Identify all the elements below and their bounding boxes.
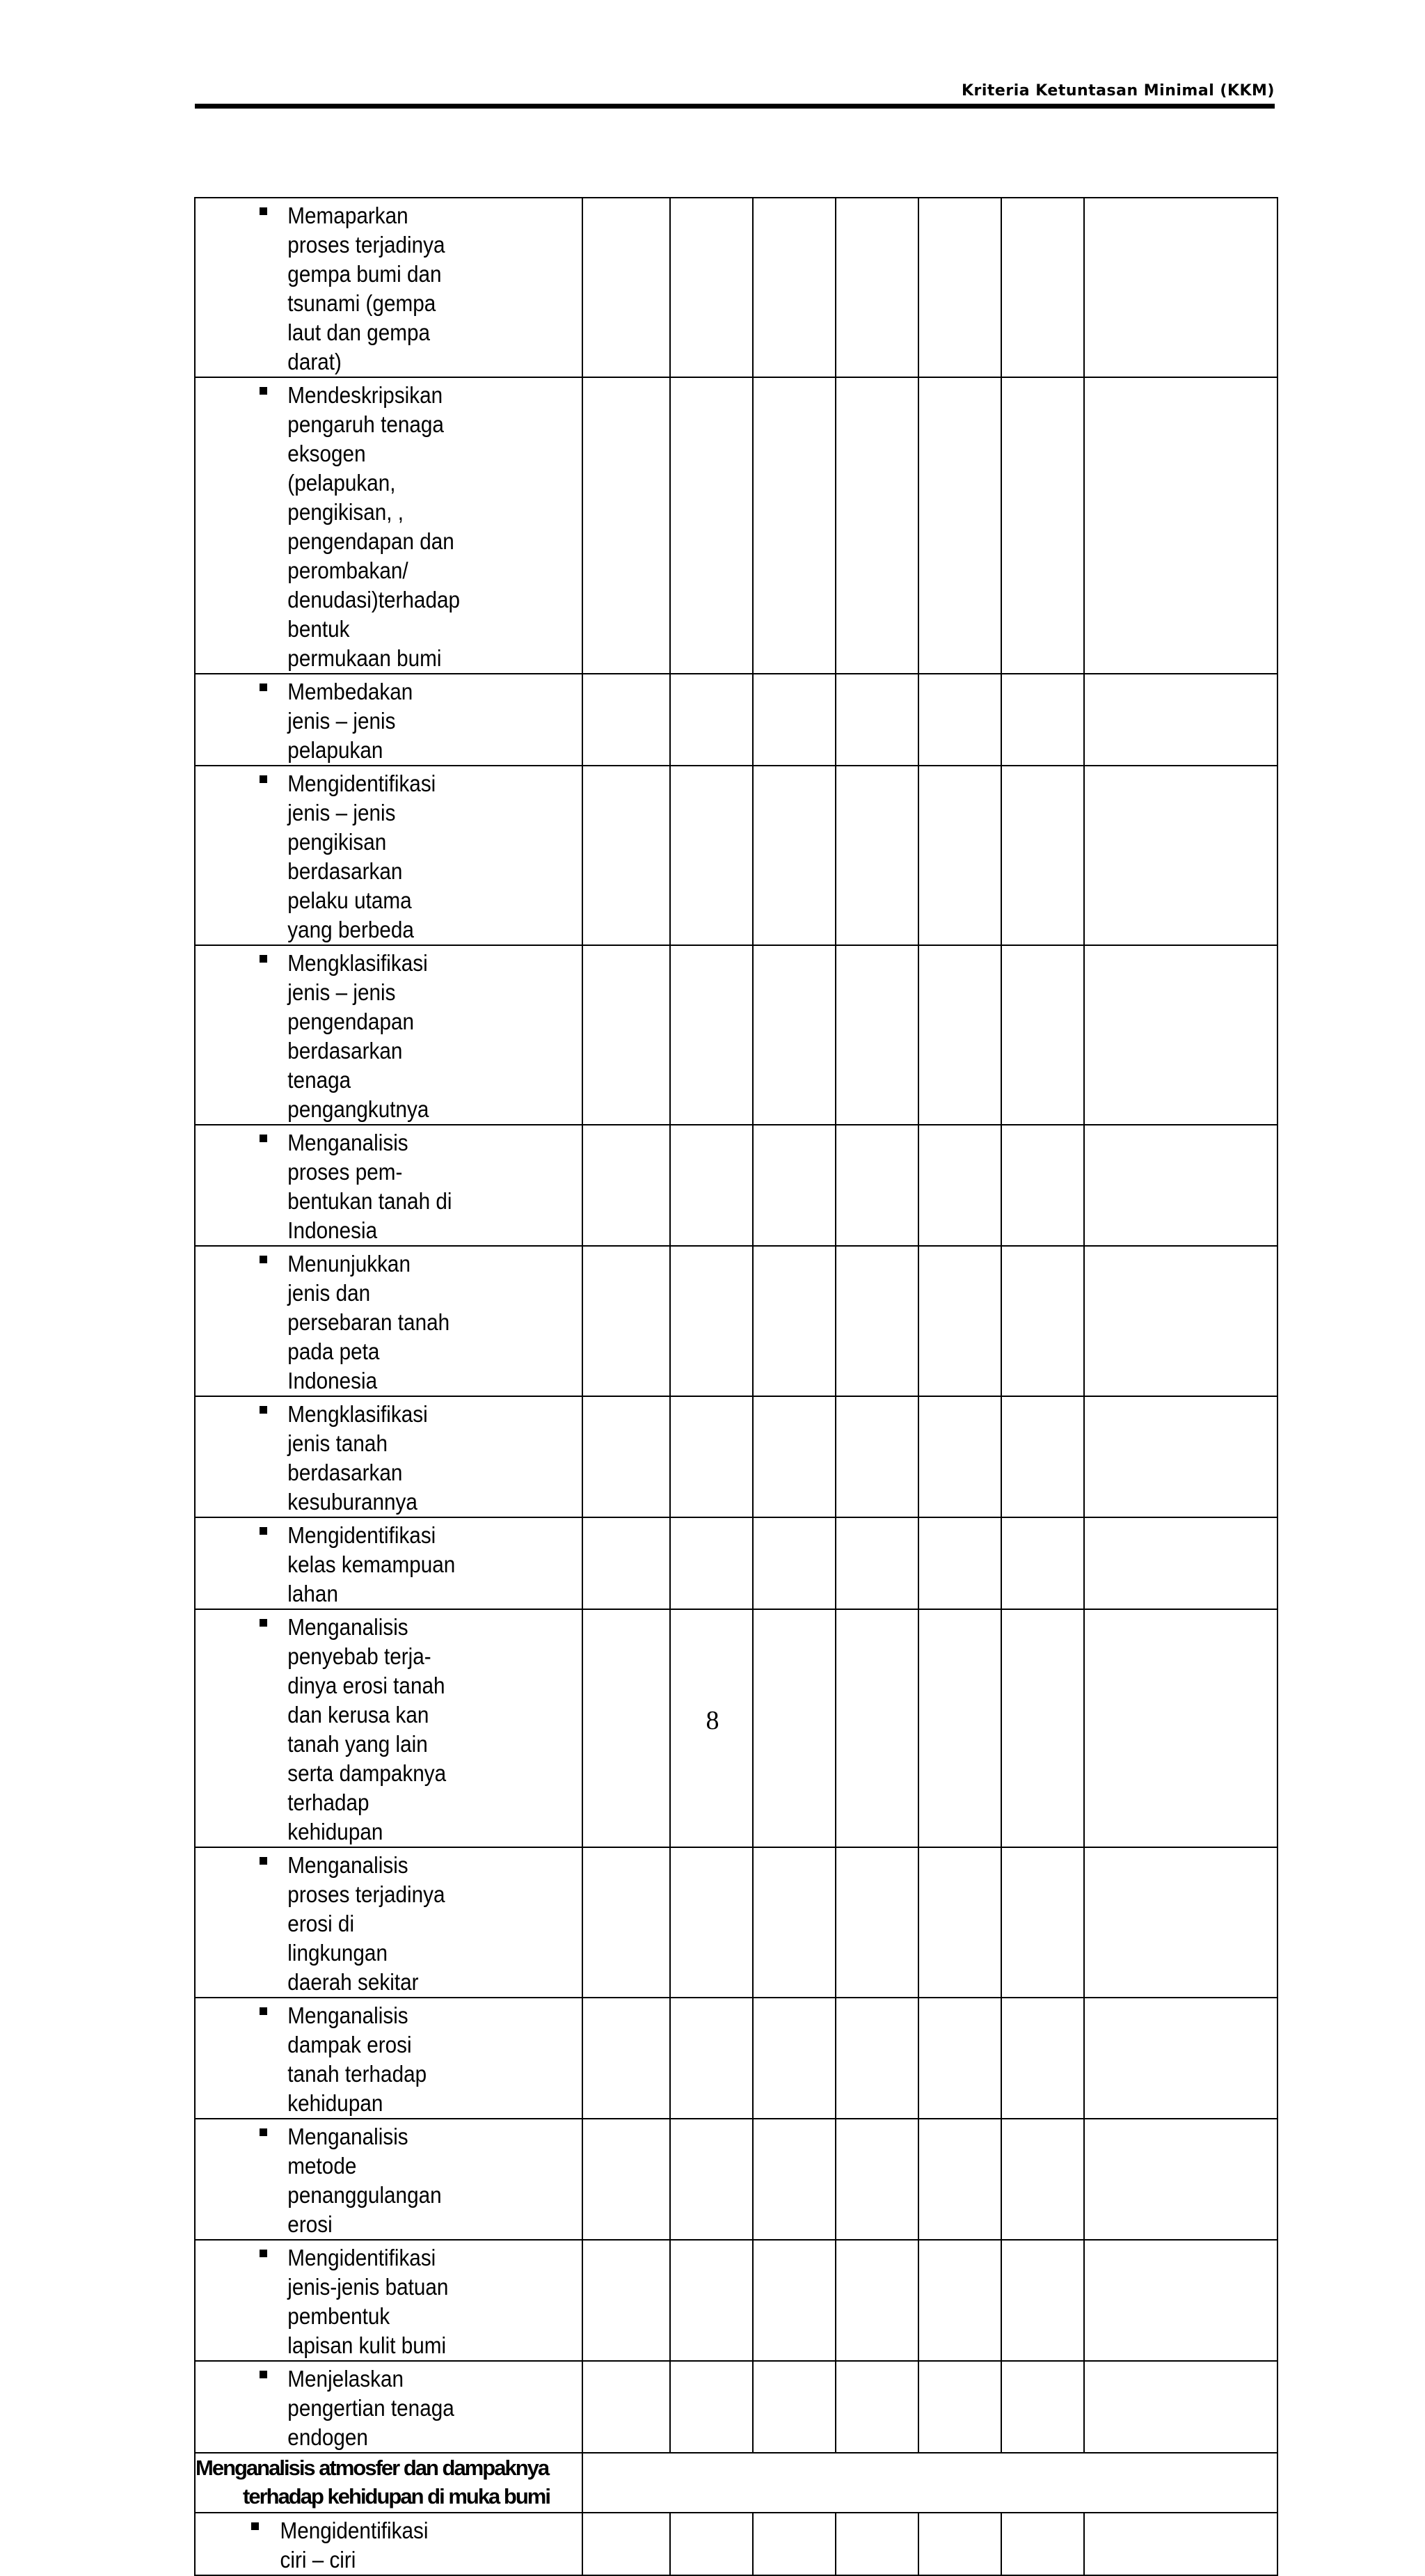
empty-score-cell [582, 766, 670, 945]
empty-score-cell [753, 198, 836, 377]
empty-score-cell [918, 1396, 1001, 1517]
empty-score-cell [918, 1998, 1001, 2119]
empty-score-cell [836, 1246, 918, 1396]
empty-score-cell [836, 1125, 918, 1246]
empty-score-cell [670, 945, 753, 1125]
empty-score-cell [918, 2361, 1001, 2453]
empty-score-cell [753, 1847, 836, 1998]
empty-score-cell [836, 1396, 918, 1517]
empty-score-cell [582, 674, 670, 766]
indicator-cell [195, 2119, 582, 2240]
empty-score-cell [582, 2240, 670, 2361]
kkm-table [194, 197, 1278, 2576]
indicator-cell [195, 766, 582, 945]
table-section-row [195, 2453, 1277, 2513]
empty-score-cell [670, 1246, 753, 1396]
empty-score-cell [1001, 1847, 1084, 1998]
empty-score-cell [836, 377, 918, 674]
empty-score-cell [1084, 1517, 1277, 1609]
empty-score-cell [582, 945, 670, 1125]
indicator-text: Menganalisis dampak erosi tanah terhadap kehidupan [287, 2002, 427, 2116]
empty-score-cell [1001, 945, 1084, 1125]
empty-score-cell [918, 2119, 1001, 2240]
indicator-text: Mengklasifikasi jenis tanah berdasarkan kesuburannya [287, 1401, 428, 1515]
indicator-cell [195, 2240, 582, 2361]
empty-score-cell [1001, 1125, 1084, 1246]
empty-score-cell [582, 2119, 670, 2240]
empty-score-cell [1084, 1998, 1277, 2119]
empty-score-cell [1084, 1246, 1277, 1396]
empty-score-cell [670, 2361, 753, 2453]
table-row [195, 674, 1277, 766]
empty-score-cell [1084, 377, 1277, 674]
empty-score-cell [582, 2361, 670, 2453]
empty-score-cell [582, 198, 670, 377]
empty-score-cell [670, 2240, 753, 2361]
table-row [195, 1396, 1277, 1517]
empty-score-cell [670, 198, 753, 377]
empty-score-cell [1084, 2119, 1277, 2240]
empty-score-cell [670, 2119, 753, 2240]
table-row [195, 1125, 1277, 1246]
indicator-cell [195, 1998, 582, 2119]
empty-score-cell [1001, 674, 1084, 766]
indicator-text: Mengklasifikasi jenis – jenis pengendapan berdasarkan tenaga pengangkutnya [287, 950, 429, 1122]
empty-score-cell [836, 1517, 918, 1609]
empty-score-cell [753, 2119, 836, 2240]
section-heading-line1: Menganalisis atmosfer dan dampaknya [196, 2456, 549, 2480]
empty-score-cell [670, 674, 753, 766]
indicator-text: Menganalisis metode penanggulangan erosi [287, 2124, 442, 2237]
empty-score-cell [582, 1396, 670, 1517]
section-heading-line2: terhadap kehidupan di muka bumi [243, 2484, 550, 2508]
indicator-cell [195, 1847, 582, 1998]
empty-score-cell [582, 1125, 670, 1246]
empty-score-cell [1001, 2240, 1084, 2361]
empty-score-cell [1084, 1847, 1277, 1998]
table-row [195, 1517, 1277, 1609]
indicator-cell [195, 2361, 582, 2453]
empty-score-cell [582, 1847, 670, 1998]
empty-score-cell [918, 1125, 1001, 1246]
empty-score-cell [582, 377, 670, 674]
empty-score-cell [1084, 2513, 1277, 2575]
indicator-cell [195, 1246, 582, 1396]
table-row [195, 2119, 1277, 2240]
empty-score-cell [1084, 945, 1277, 1125]
empty-score-cell [1001, 1396, 1084, 1517]
empty-score-cell [1084, 1125, 1277, 1246]
empty-score-cell [670, 766, 753, 945]
indicator-text: Memaparkan proses terjadinya gempa bumi dan tsunami (gempa laut dan gempa darat) [287, 203, 445, 374]
empty-score-cell [918, 1847, 1001, 1998]
empty-score-cell [1001, 1517, 1084, 1609]
section-heading-cell [195, 2453, 582, 2513]
table-row [195, 1998, 1277, 2119]
empty-score-cell [918, 2240, 1001, 2361]
empty-score-cell [918, 766, 1001, 945]
indicator-text: Membedakan jenis – jenis pelapukan [287, 679, 413, 763]
empty-score-cell [670, 1125, 753, 1246]
empty-score-cell [836, 1998, 918, 2119]
empty-score-cell [836, 945, 918, 1125]
indicator-text: Mengidentifikasi jenis-jenis batuan pembentuk lapisan kulit bumi [287, 2245, 449, 2358]
empty-score-cell [753, 2513, 836, 2575]
empty-score-cell [753, 2240, 836, 2361]
empty-score-cell [1084, 198, 1277, 377]
table-row [195, 198, 1277, 377]
empty-score-cell [670, 1998, 753, 2119]
empty-score-cell [753, 1246, 836, 1396]
indicator-text: Menganalisis proses terjadinya erosi di lingkungan daerah sekitar [287, 1852, 445, 1995]
table-row [195, 1847, 1277, 1998]
header-rule [195, 104, 1275, 109]
empty-merged-cell [582, 2453, 1277, 2513]
table-row [195, 2513, 1277, 2575]
empty-score-cell [836, 198, 918, 377]
empty-score-cell [1001, 1998, 1084, 2119]
indicator-text: Mengidentifikasi ciri – ciri [280, 2518, 429, 2573]
empty-score-cell [836, 1847, 918, 1998]
indicator-cell [195, 2513, 582, 2575]
empty-score-cell [1001, 198, 1084, 377]
empty-score-cell [1001, 377, 1084, 674]
kkm-table-body [195, 198, 1277, 2575]
indicator-cell [195, 1517, 582, 1609]
indicator-text: Menunjukkan jenis dan persebaran tanah pada peta Indonesia [287, 1251, 450, 1393]
page-number: 8 [706, 1706, 719, 1735]
empty-score-cell [918, 2513, 1001, 2575]
indicator-cell [195, 1396, 582, 1517]
empty-score-cell [670, 1847, 753, 1998]
empty-score-cell [1084, 1396, 1277, 1517]
empty-score-cell [1001, 2361, 1084, 2453]
empty-score-cell [1001, 2119, 1084, 2240]
empty-score-cell [918, 1517, 1001, 1609]
empty-score-cell [1084, 674, 1277, 766]
empty-score-cell [918, 674, 1001, 766]
empty-score-cell [582, 1517, 670, 1609]
page-header-title: Kriteria Ketuntasan Minimal (KKM) [961, 82, 1275, 100]
empty-score-cell [582, 1998, 670, 2119]
empty-score-cell [1084, 2361, 1277, 2453]
table-row [195, 377, 1277, 674]
empty-score-cell [670, 1396, 753, 1517]
empty-score-cell [836, 2240, 918, 2361]
indicator-text: Mengidentifikasi kelas kemampuan lahan [287, 1522, 456, 1606]
empty-score-cell [670, 377, 753, 674]
indicator-cell [195, 674, 582, 766]
empty-score-cell [836, 766, 918, 945]
indicator-cell [195, 945, 582, 1125]
empty-score-cell [918, 377, 1001, 674]
empty-score-cell [1001, 1246, 1084, 1396]
indicator-cell [195, 198, 582, 377]
empty-score-cell [836, 2119, 918, 2240]
empty-score-cell [753, 1396, 836, 1517]
empty-score-cell [670, 2513, 753, 2575]
table-row [195, 1246, 1277, 1396]
indicator-text: Menjelaskan pengertian tenaga endogen [287, 2366, 454, 2450]
empty-score-cell [836, 2513, 918, 2575]
empty-score-cell [836, 674, 918, 766]
empty-score-cell [918, 1246, 1001, 1396]
empty-score-cell [753, 2361, 836, 2453]
indicator-text: Mengidentifikasi jenis – jenis pengikisan berdasarkan pelaku utama yang berbeda [287, 771, 436, 942]
empty-score-cell [753, 377, 836, 674]
indicator-text: Mendeskripsikan pengaruh tenaga eksogen (pelapukan, pengikisan, , pengendapan dan perombakan/ denudasi)terhadap bentuk permukaan bumi [287, 382, 460, 671]
indicator-text: Menganalisis penyebab terja-dinya erosi tanah dan kerusa kan tanah yang lain serta dampaknya terhadap kehidupan [287, 1614, 447, 1844]
empty-score-cell [1084, 766, 1277, 945]
empty-score-cell [753, 1517, 836, 1609]
empty-score-cell [582, 1246, 670, 1396]
empty-score-cell [753, 1125, 836, 1246]
empty-score-cell [1001, 766, 1084, 945]
empty-score-cell [836, 2361, 918, 2453]
table-row [195, 766, 1277, 945]
empty-score-cell [918, 198, 1001, 377]
indicator-cell [195, 377, 582, 674]
empty-score-cell [753, 1998, 836, 2119]
empty-score-cell [1084, 2240, 1277, 2361]
empty-score-cell [918, 945, 1001, 1125]
table-row [195, 945, 1277, 1125]
empty-score-cell [753, 945, 836, 1125]
empty-score-cell [753, 766, 836, 945]
empty-score-cell [1001, 2513, 1084, 2575]
empty-score-cell [582, 2513, 670, 2575]
indicator-text: Menganalisis proses pem-bentukan tanah di Indonesia [287, 1130, 452, 1243]
table-row [195, 2361, 1277, 2453]
empty-score-cell [670, 1517, 753, 1609]
indicator-cell [195, 1125, 582, 1246]
table-row [195, 2240, 1277, 2361]
empty-score-cell [753, 674, 836, 766]
